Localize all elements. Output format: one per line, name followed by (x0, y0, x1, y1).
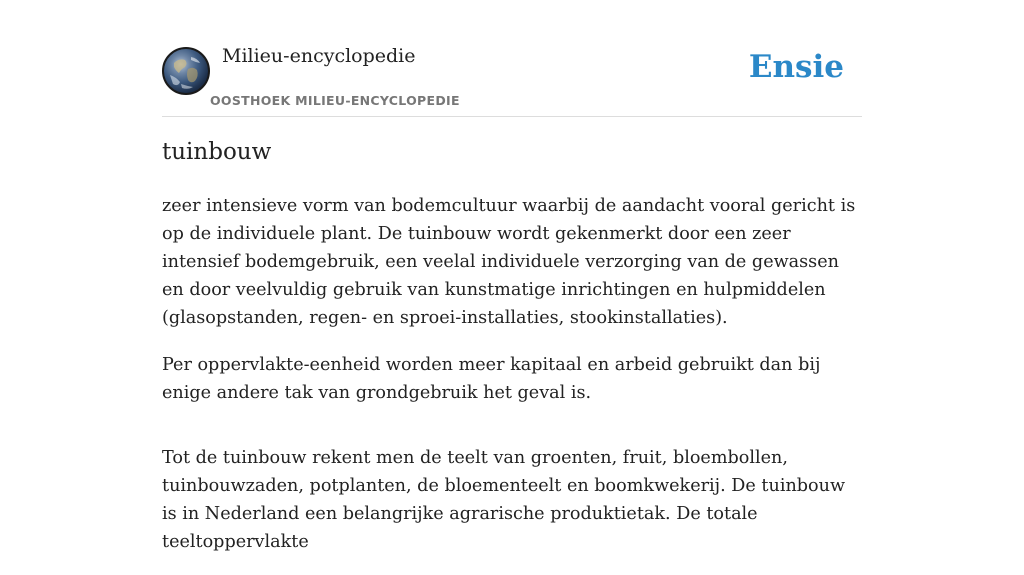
site-header (162, 0, 862, 117)
article-paragraph: zeer intensieve vorm van bodemcultuur waarbij de aandacht vooral gericht is op de individuele plant. De tuinbouw wordt gekenmerkt door een zeer intensief bodemgebruik, een veelal individuele verzorging van de gewassen en door veelvuldig gebruik van kunstmatige inrichtingen en hulpmiddelen (glasopstanden, regen- en sproei-installaties, stookinstallaties). (162, 196, 856, 328)
article-paragraph: Tot de tuinbouw rekent men de teelt van groenten, fruit, bloembollen, tuinbouwzaden, potplanten, de bloementeelt en boomkwekerij. De tuinbouw is in Nederland een belangrijke agrarische produktietak. De totale teeltoppervlakte (162, 448, 846, 552)
site-subtitle[interactable]: OOSTHOEK MILIEU-ENCYCLOPEDIE (210, 93, 460, 108)
ensie-logo-link[interactable]: Ensie (748, 49, 844, 85)
page (162, 0, 862, 552)
site-name[interactable]: Milieu-encyclopedie (222, 45, 416, 67)
article-paragraph: Per oppervlakte-eenheid worden meer kapitaal en arbeid gebruikt dan bij enige andere tak van grondgebruik het geval is. (162, 355, 821, 403)
article-body (162, 192, 862, 575)
earth-globe-icon[interactable] (162, 47, 210, 95)
article-title: tuinbouw (162, 139, 272, 165)
